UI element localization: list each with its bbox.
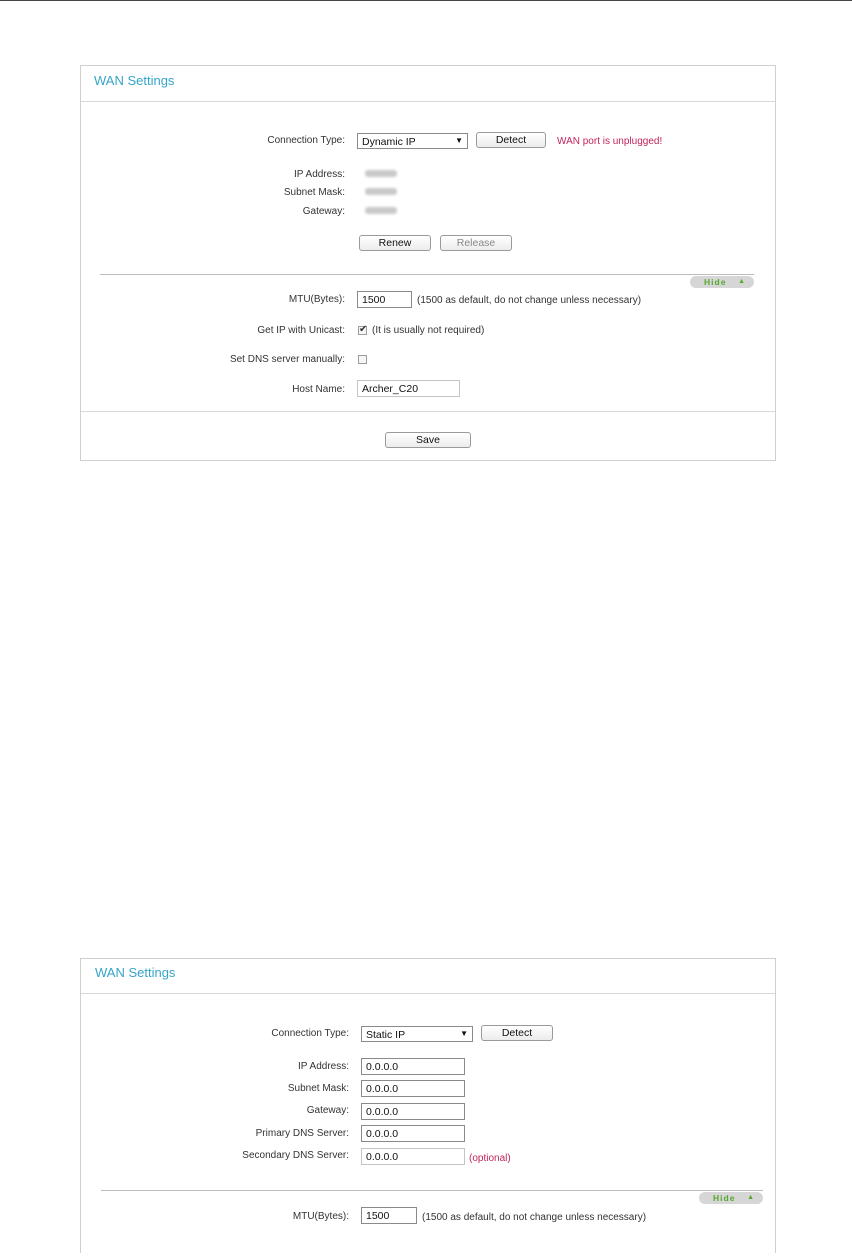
- mtu-input[interactable]: [357, 291, 412, 308]
- panel-title: WAN Settings: [94, 73, 175, 88]
- detect-button[interactable]: Detect: [476, 132, 546, 148]
- secondary-dns-label: Secondary DNS Server:: [242, 1150, 349, 1161]
- gateway-input[interactable]: [361, 1103, 465, 1120]
- mtu-hint: (1500 as default, do not change unless necessary): [422, 1212, 647, 1223]
- dropdown-arrow-icon: ▼: [455, 136, 463, 145]
- advanced-divider: [100, 274, 754, 275]
- hide-advanced-toggle[interactable]: [690, 276, 754, 288]
- mtu-label: MTU(Bytes):: [292, 1211, 349, 1222]
- mtu-input[interactable]: [361, 1207, 417, 1224]
- save-button[interactable]: Save: [385, 432, 471, 448]
- renew-button[interactable]: Renew: [359, 235, 431, 251]
- optional-hint: (optional): [469, 1153, 511, 1164]
- subnet-mask-input[interactable]: [361, 1080, 465, 1097]
- hide-advanced-toggle[interactable]: [699, 1192, 763, 1204]
- detect-button[interactable]: Detect: [481, 1025, 553, 1041]
- secondary-dns-input[interactable]: [361, 1148, 465, 1165]
- connection-type-value: Dynamic IP: [362, 136, 416, 148]
- ip-address-value-blurred: [365, 170, 397, 177]
- hide-label: Hide: [704, 277, 727, 287]
- advanced-divider: [101, 1190, 763, 1191]
- host-name-label: Host Name:: [292, 384, 345, 395]
- dns-manual-label: Set DNS server manually:: [229, 354, 345, 365]
- panel-title: WAN Settings: [95, 965, 176, 980]
- footer-divider: [81, 411, 775, 412]
- wan-settings-panel-dynamic: [80, 65, 776, 461]
- connection-type-label: Connection Type:: [267, 135, 345, 146]
- gateway-value-blurred: [365, 207, 397, 214]
- wan-settings-panel-static: [80, 958, 776, 1253]
- chevron-up-icon: ▲: [747, 1194, 755, 1201]
- connection-type-label: Connection Type:: [271, 1028, 349, 1039]
- subnet-mask-label: Subnet Mask:: [287, 1083, 349, 1094]
- unicast-hint: (It is usually not required): [372, 325, 485, 336]
- hide-label: Hide: [713, 1193, 736, 1203]
- ip-address-label: IP Address:: [298, 1061, 349, 1072]
- mtu-label: MTU(Bytes):: [288, 294, 345, 305]
- gateway-label: Gateway:: [306, 1105, 349, 1116]
- primary-dns-input[interactable]: [361, 1125, 465, 1142]
- primary-dns-label: Primary DNS Server:: [255, 1128, 349, 1139]
- subnet-mask-value-blurred: [365, 188, 397, 195]
- connection-type-select[interactable]: [357, 133, 468, 149]
- title-divider: [81, 993, 775, 994]
- connection-type-value: Static IP: [366, 1029, 406, 1041]
- title-divider: [81, 101, 775, 102]
- chevron-up-icon: ▲: [738, 278, 746, 285]
- ip-address-input[interactable]: [361, 1058, 465, 1075]
- subnet-mask-label: Subnet Mask:: [283, 187, 345, 198]
- unicast-checkbox[interactable]: [358, 326, 367, 335]
- wan-unplugged-warning: WAN port is unplugged!: [557, 136, 663, 147]
- mtu-hint: (1500 as default, do not change unless necessary): [417, 295, 642, 306]
- dropdown-arrow-icon: ▼: [460, 1029, 468, 1038]
- page-top-rule: [0, 0, 852, 1]
- connection-type-select[interactable]: [361, 1026, 473, 1042]
- checkmark-icon: ✔: [359, 324, 368, 335]
- release-button[interactable]: Release: [440, 235, 512, 251]
- gateway-label: Gateway:: [302, 206, 345, 217]
- ip-address-label: IP Address:: [294, 169, 345, 180]
- dns-manual-checkbox[interactable]: [358, 355, 367, 364]
- unicast-label: Get IP with Unicast:: [257, 325, 345, 336]
- host-name-input[interactable]: [357, 380, 460, 397]
